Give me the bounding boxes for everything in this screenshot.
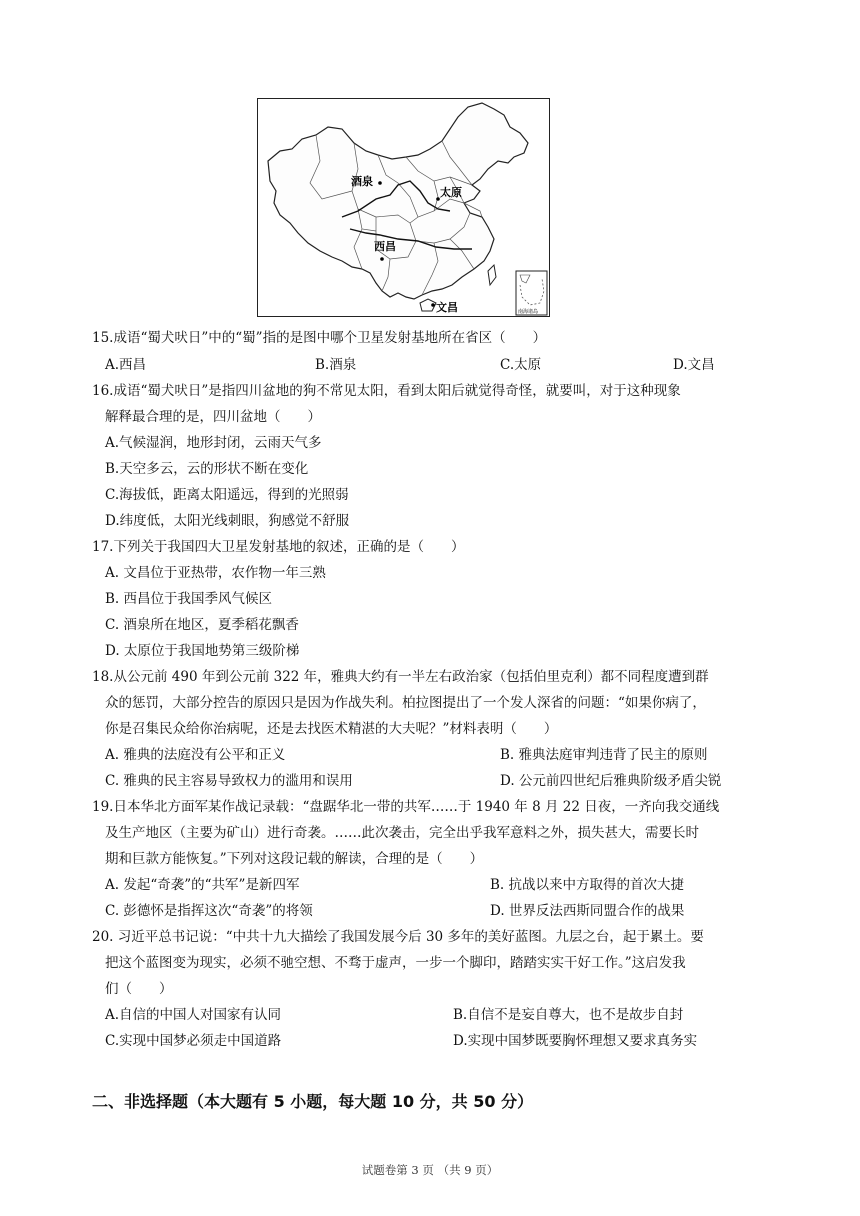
q15-option-b: B.酒泉: [315, 357, 357, 373]
q20-stem-line2: 把这个蓝图变为现实，必须不驰空想、不骛于虚声，一步一个脚印，踏踏实实干好工作。”这启发我: [105, 955, 686, 971]
q20-stem-line3: 们（ ）: [105, 981, 173, 997]
q18-option-b: B. 雅典法庭审判违背了民主的原则: [500, 747, 708, 763]
q19-stem-line3: 期和巨款方能恢复。”下列对这段记载的解读，合理的是（ ）: [105, 851, 484, 867]
china-map-figure: [257, 98, 550, 317]
jiuquan-label: 酒泉: [351, 175, 373, 188]
q18-stem-line1: 18.从公元前 490 年到公元前 322 年，雅典大约有一半左右政治家（包括伯里克利）都不同程度遭到群: [92, 669, 709, 685]
q19-option-d: D. 世界反法西斯同盟合作的战果: [490, 903, 685, 919]
q19-option-c: C. 彭德怀是指挥这次“奇袭”的将领: [105, 903, 313, 919]
xichang-marker: [380, 257, 384, 261]
jiuquan-marker: [378, 181, 382, 185]
q17-option-b: B. 西昌位于我国季风气候区: [105, 591, 273, 607]
q15-option-d: D.文昌: [673, 357, 715, 373]
q20-stem-line1: 20. 习近平总书记说：“中共十九大描绘了我国发展今后 30 多年的美好蓝图。九层之台，起于累土。要: [92, 929, 704, 945]
q16-stem-line1: 16.成语“蜀犬吠日”是指四川盆地的狗不常见太阳，看到太阳后就觉得奇怪，就要叫，对于这种现象: [92, 383, 681, 399]
q19-stem-line2: 及生产地区（主要为矿山）进行奇袭。……此次袭击，完全出乎我军意料之外，损失甚大，需要长时: [105, 825, 699, 841]
q18-option-a: A. 雅典的法庭没有公平和正义: [105, 747, 286, 763]
q15-stem: 15.成语“蜀犬吠日”中的“蜀”指的是图中哪个卫星发射基地所在省区（ ）: [92, 330, 547, 346]
q17-option-d: D. 太原位于我国地势第三级阶梯: [105, 643, 300, 659]
q17-option-a: A. 文昌位于亚热带，农作物一年三熟: [105, 565, 326, 581]
q19-stem-line1: 19.日本华北方面军某作战记录载：“盘踞华北一带的共军……于 1940 年 8 月 22 日夜，一齐向我交通线: [92, 799, 720, 815]
wenchang-marker: [431, 303, 435, 307]
taiwan-island: [488, 265, 496, 285]
china-map-svg: [258, 99, 550, 317]
q19-option-a: A. 发起“奇袭”的“共军”是新四军: [105, 877, 300, 893]
q18-option-c: C. 雅典的民主容易导致权力的滥用和误用: [105, 773, 353, 789]
q18-stem-line2: 众的惩罚，大部分控告的原因只是因为作战失利。柏拉图提出了一个发人深省的问题：“如果你病了，: [105, 695, 706, 711]
q20-option-c: C.实现中国梦必须走中国道路: [105, 1033, 282, 1049]
q16-option-b: B.天空多云，云的形状不断在变化: [105, 461, 309, 477]
q16-option-c: C.海拔低，距离太阳遥远，得到的光照弱: [105, 487, 349, 503]
section-2-heading: 二、非选择题（本大题有 5 小题，每大题 10 分，共 50 分）: [92, 1092, 534, 1111]
q18-option-d: D. 公元前四世纪后雅典阶级矛盾尖锐: [500, 773, 722, 789]
q19-option-b: B. 抗战以来中方取得的首次大捷: [490, 877, 685, 893]
inset-label: 南海诸岛: [518, 309, 539, 315]
q16-stem-line2: 解释最合理的是，四川盆地（ ）: [105, 409, 321, 425]
wenchang-label: 文昌: [436, 301, 458, 314]
taiyuan-label: 太原: [440, 186, 462, 199]
page-footer: 试题卷第 3 页 （共 9 页）: [361, 1163, 499, 1177]
q17-option-c: C. 酒泉所在地区，夏季稻花飘香: [105, 617, 299, 633]
q20-option-a: A.自信的中国人对国家有认同: [105, 1007, 282, 1023]
q15-option-c: C.太原: [500, 357, 542, 373]
q16-option-d: D.纬度低，太阳光线刺眼，狗感觉不舒服: [105, 513, 350, 529]
q18-stem-line3: 你是召集民众给你治病呢，还是去找医术精湛的大夫呢？”材料表明（ ）: [105, 721, 558, 737]
q16-option-a: A.气候湿润，地形封闭，云雨天气多: [105, 435, 322, 451]
xichang-label: 西昌: [374, 240, 396, 253]
south-china-sea-inset: [516, 271, 547, 315]
q20-option-b: B.自信不是妄自尊大，也不是故步自封: [453, 1007, 684, 1023]
q15-option-a: A.西昌: [105, 357, 147, 373]
q17-stem: 17.下列关于我国四大卫星发射基地的叙述，正确的是（ ）: [92, 539, 465, 555]
q20-option-d: D.实现中国梦既要胸怀理想又要求真务实: [453, 1033, 698, 1049]
